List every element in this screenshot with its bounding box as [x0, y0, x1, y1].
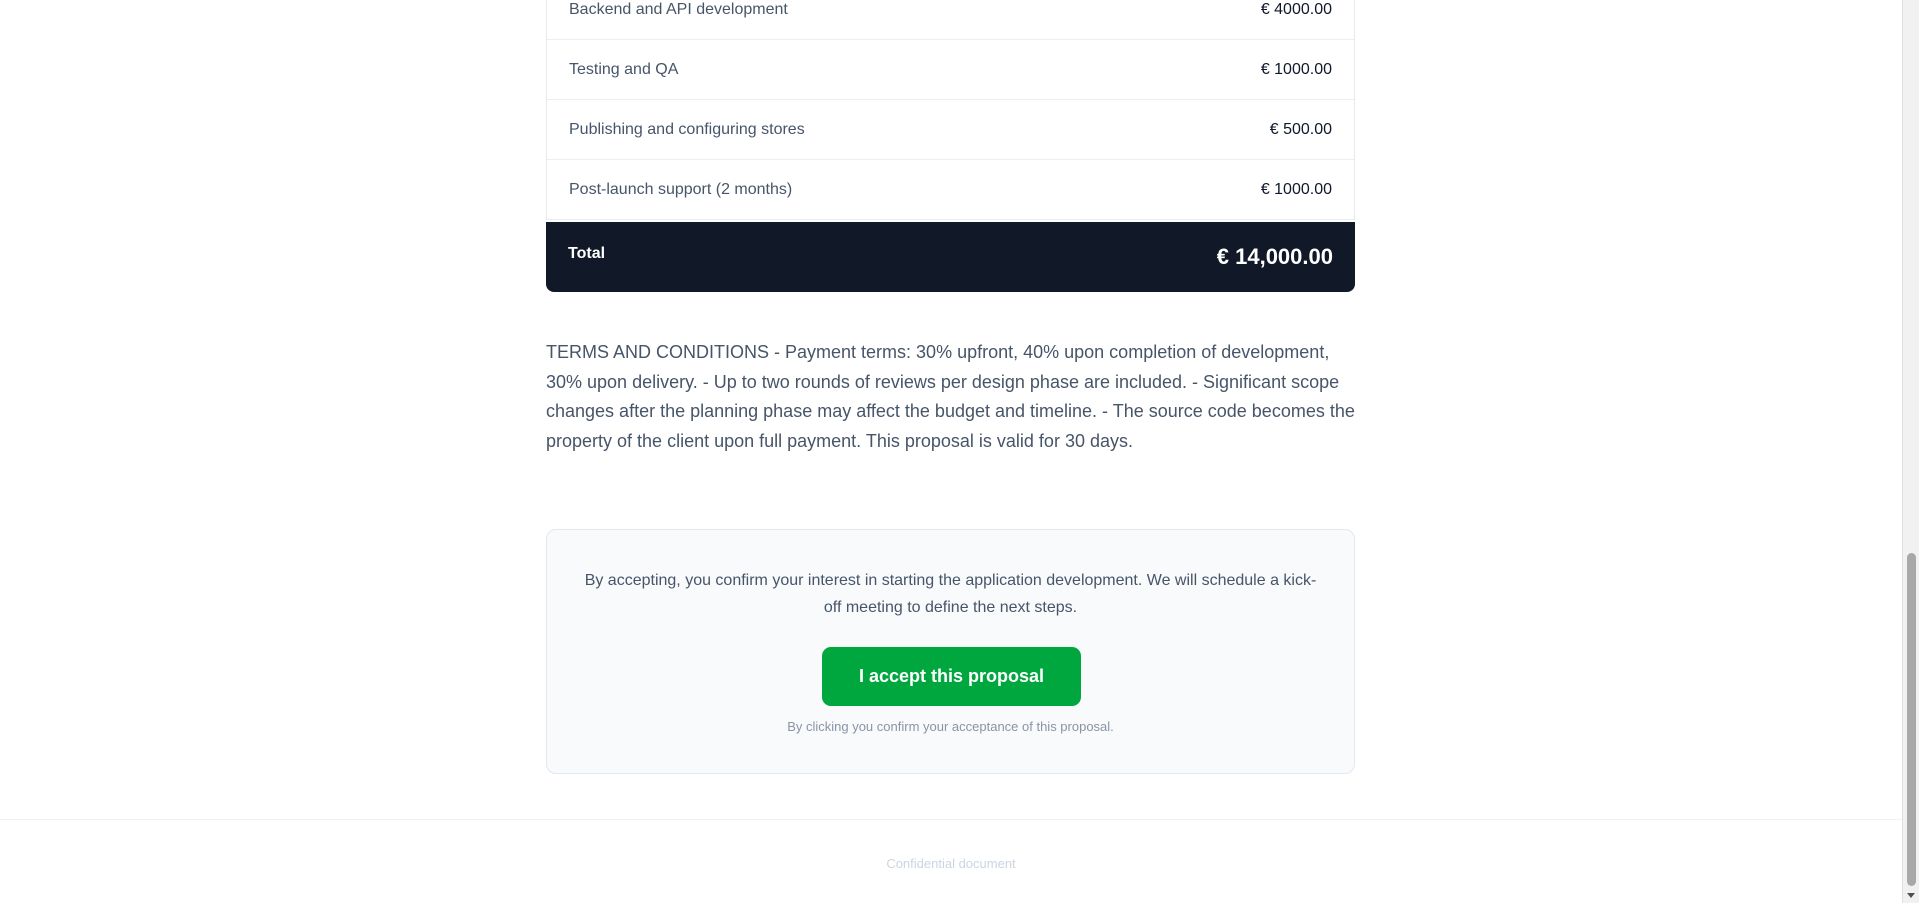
line-item-amount: € 4000.00 [1260, 0, 1332, 18]
table-row [547, 100, 1354, 160]
line-item-description: Publishing and configuring stores [569, 120, 805, 138]
line-item-description: Backend and API development [569, 0, 788, 18]
footer-text: Confidential document [886, 856, 1016, 871]
total-label: Total [568, 245, 606, 262]
terms-and-conditions: TERMS AND CONDITIONS - Payment terms: 30% upfront, 40% upon completion of development, 30% upon delivery. - Up to two rounds of reviews per design phase are included. - Significant scope changes after the planning phase may affect the budget and timeline. - The source code becomes the property of the client upon full payment. This proposal is valid for 30 days. [546, 342, 1355, 451]
total-value: € 14,000.00 [1216, 244, 1333, 269]
accept-proposal-button[interactable]: I accept this proposal [822, 647, 1081, 706]
acceptance-intro: By accepting, you confirm your interest in starting the application development. We will schedule a kick-off meeting to define the next steps. [584, 572, 1317, 616]
line-items-table [546, 0, 1355, 220]
total-row [546, 222, 1355, 292]
table-row [547, 40, 1354, 100]
line-item-amount: € 1000.00 [1260, 180, 1332, 198]
table-row [547, 0, 1354, 40]
acceptance-panel [546, 529, 1355, 774]
scroll-down-arrow-icon[interactable] [1907, 893, 1915, 898]
line-item-amount: € 500.00 [1269, 120, 1332, 138]
line-item-description: Testing and QA [569, 60, 679, 78]
scrollbar-thumb[interactable] [1907, 553, 1916, 886]
table-row [547, 160, 1354, 220]
line-item-description: Post-launch support (2 months) [569, 180, 793, 198]
footer-divider [0, 819, 1902, 820]
acceptance-note: By clicking you confirm your acceptance of this proposal. [787, 719, 1114, 734]
line-item-amount: € 1000.00 [1260, 60, 1332, 78]
vertical-scrollbar[interactable] [1902, 0, 1919, 903]
